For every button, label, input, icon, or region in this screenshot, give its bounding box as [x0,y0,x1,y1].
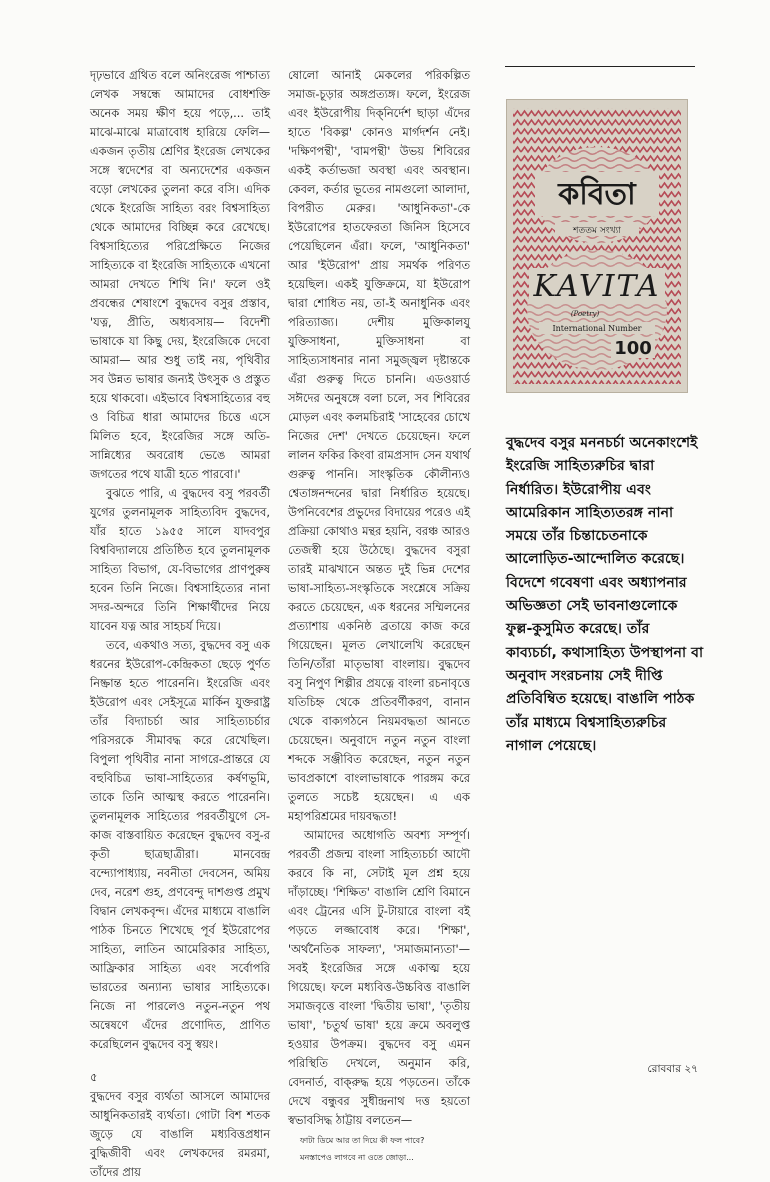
kavita-cover-image [506,99,688,393]
paragraph: বুদ্ধদেব বসুর ব্যর্থতা আসলে আমাদের আধুনিকতারই ব্যর্থতা। গোটা বিশ শতক জুড়ে যে বাঙালি মধ্যবিত্তপ্রধান বুদ্ধিজীবী এবং লেখকদের রমরমা, তাঁদের প্রায় [90,1089,270,1179]
cover-latin-title: KAVITA [533,269,661,304]
section-number: ৫ [90,1070,98,1084]
article-column-left [90,66,270,1182]
paragraph: আমাদের অধোগতি অবশ্য সম্পূর্ণ। পরবর্তী প্রজন্ম বাংলা সাহিত্যচর্চা আদৌ করবে কি না, সেটাই মূল প্রশ্ন হয়ে দাঁড়াচ্ছে। 'শিক্ষিত' বাঙালি শ্রেণি বিমানে এবং ট্রেনের এসি টু-টায়ারে বাংলা বই পড়তে লজ্জাবোধ করে। 'শিক্ষা', 'অর্থনৈতিক সাফল্য', 'সমাজমান্যতা'— সবই ইংরেজির সঙ্গে একাত্ম হয়ে গিয়েছে। ফলে মধ্যবিত্ত-উচ্চবিত্ত বাঙালি সমাজবৃত্তে বাংলা 'দ্বিতীয় ভাষা', 'তৃতীয় ভাষা', 'চতুর্থ ভাষা' হয়ে ক্রমে অবলুপ্ত হওয়ার উপক্রম। বুদ্ধদেব বসু এমন পরিস্থিতি দেখলে, অনুমান করি, বেদনার্ত, বাক্‌রুদ্ধ হয়ে পড়তেন। তাঁকে দেখে বন্ধুবর সুধীন্দ্রনাথ দত্ত হয়তো স্বভাবসিদ্ধ ঠাট্টায় বলতেন— [288,828,470,1127]
cover-art [507,100,687,392]
article-column-middle [288,66,470,1166]
paragraph: দৃঢ়ভাবে গ্রথিত বলে অনিংরেজ পাশ্চাত্য লেখক সম্বন্ধে আমাদের বোধশক্তি অনেক সময় ক্ষীণ হয়ে পড়ে,... তাই মাঝে-মাঝে মাত্রাবোধ হারিয়ে ফেলি— একজন তৃতীয় শ্রেণির ইংরেজ লেখকের সঙ্গে স্বদেশের বা অন্যদেশের একজন বড়ো লেখকের তুলনা করে বসি। এদিক থেকে ইংরেজি সাহিত্য বরং বিশ্বসাহিত্য থেকে আমাদের বিচ্ছিন্ন করে রেখেছে। বিশ্বসাহিত্যের পরিপ্রেক্ষিতে নিজের সাহিত্যকে বা ইংরেজি সাহিত্যকে এখনো আমরা দেখতে শিখি নি।' ফলে ওই প্রবন্ধের শেষাংশে বুদ্ধদেব বসুর প্রস্তাব, 'যত্ন, প্রীতি, অধ্যবসায়— বিদেশী ভাষাকে যা কিছু দেয়, ইংরেজিকে দেবো আমরা— আর শুধু তাই নয়, পৃথিবীর সব উন্নত ভাষার জন্যই উৎসুক ও প্রস্তুত হয়ে থাকবো। এইভাবে বিশ্বসাহিত্যের বহু ও বিচিত্র ধারা আমাদের চিত্তে এসে মিলিত হবে, ইংরেজির সঙ্গে অতি-সান্নিধ্যের অবরোধ ভেঙে আমরা জগতের পথে যাত্রী হতে পারবো।' [90,68,270,481]
verse-line: মনস্তাপেও লাগবে না ওতে জোড়া... [300,1153,414,1162]
page-folio: রোববার ২৭ [647,1063,698,1075]
cover-number: 100 [614,338,652,359]
verse-line: ফাটা ডিমে আর তা দিয়ে কী ফল পাবে? [300,1136,425,1145]
cover-title: কবিতা [558,177,636,212]
cover-latin-subtitle: (Poetry) [570,310,600,318]
pull-quote-text: বুদ্ধদেব বসুর মননচর্চা অনেকাংশেই ইংরেজি সাহিত্যরুচির দ্বারা নির্ধারিত। ইউরোপীয় এবং আমেরিকান সাহিত্যতরঙ্গ নানা সময়ে তাঁর চিন্তাচেতনাকে আলোড়িত-আন্দোলিত করেছে। বিদেশে গবেষণা এবং অধ্যাপনার অভিজ্ঞতা সেই ভাবনাগুলোকে ফুল্ল-কুসুমিত করেছে। তাঁর কাব্যচর্চা, কথাসাহিত্য উপস্থাপনা বা অনুবাদ সংরচনায় সেই দীপ্তি প্রতিবিম্বিত হয়েছে। বাঙালি পাঠক তাঁর মাধ্যমে বিশ্বসাহিত্যরুচির নাগাল পেয়েছে। [506,435,704,754]
paragraph: ষোলো আনাই মেকলের পরিকল্পিত সমাজ-চূড়ার অঙ্গপ্রত্যঙ্গ। ফলে, ইংরেজ এবং ইউরোপীয় দিক্‌নির্দেশ ছাড়া এঁদের হাতে 'বিকল্প' কোনও মার্গদর্শন নেই। 'দক্ষিণপন্থী', 'বামপন্থী' উভয় শিবিরের একই কর্তাভজা অবস্থা এবং অবস্থান। কেবল, কর্তার ভূতের নামগুলো আলাদা, বিপরীত মেরুর। 'আধুনিকতা'-কে ইউরোপের হাতফেরতা জিনিস হিসেবে পেয়েছিলেন এঁরা। ফলে, 'আধুনিকতা' আর 'ইউরোপ' প্রায় সমর্থক পরিণত হয়েছিল। একই যুক্তিক্রমে, যা ইউরোপ দ্বারা শোধিত নয়, তা-ই অনাধুনিক এবং পরিত্যাজ্য। দেশীয় মুক্তিকালযু যুক্তিসাধনা, মুক্তিসাধনা বা সাহিত্যসাধনার নানা সমুজ্জ্বল দৃষ্টান্তকে এঁরা গুরুত্ব দিতে চাননি। এডওয়ার্ড সঈদের অনুষঙ্গে বলা চলে, সব শিবিরের মোড়ল এবং কলমচিরাই 'সাহেবের চোখে নিজের দেশ' দেখতে চেয়েছেন। ফলে লালন ফকির কিংবা রামপ্রসাদ সেন যথার্থ গুরুত্ব পাননি। সাংস্কৃতিক কৌলীন্যও শ্বেতাঙ্গনন্দনের দ্বারা নির্ধারিত হয়েছে। উপনিবেশের প্রভুদের বিদায়ের পরেও এই প্রক্রিয়া কোথাও মন্থর হয়নি, বরঞ্চ আরও তেজস্বী হয়ে উঠেছে। বুদ্ধদেব বসুরা তারই মাঝখানে অন্তত দুই ভিন্ন দেশের ভাষা-সাহিত্য-সংস্কৃতিকে সংশ্লেষে সক্রিয় করতে চেয়েছেন, এক ধরনের সম্মিলনের প্রত্যাশায় একনিষ্ঠ ব্রতায়ে কাজ করে গিয়েছেন। মূলত লেখালেখি করেছেন তিনি/তাঁরা মাতৃভাষা বাংলায়। বুদ্ধদেব বসু নিপুণ শিল্পীর প্রযত্নে বাংলা রচনাবৃত্তে যতিচিহ্ন থেকে প্রতিবর্ণীকরণ, বানান থেকে বাক্যগঠনে নিয়মবদ্ধতা আনতে চেয়েছেন। অনুবাদে নতুন নতুন বাংলা শব্দকে সঞ্জীবিত করেছেন, নতুন নতুন ভাবপ্রকাশে বাংলাভাষাকে পারঙ্গম করে তুলতে সচেষ্ট হয়েছেন। এ এক মহাপরিশ্রমের দায়বদ্ধতা! [288,68,470,823]
paragraph: বুঝতে পারি, এ বুদ্ধদেব বসু পরবর্তী যুগের তুলনামূলক সাহিত্যবিদ বুদ্ধদেব, যাঁর হাতে ১৯৫৫ সালে যাদবপুর বিশ্ববিদ্যালয়ে প্রতিষ্ঠিত হবে তুলনামূলক সাহিত্য বিভাগ, যে-বিভাগের প্রাণপুরুষ হবেন তিনি নিজে। বিশ্বসাহিত্যের নানা সদর-অন্দরে তিনি শিক্ষার্থীদের নিয়ে যাবেন যত্ন আর সাহচর্য দিয়ে। [90,486,270,633]
cover-edition: International Number [552,324,642,333]
cover-subtitle: শততম সংখ্যা [573,226,621,236]
paragraph: তবে, একথাও সত্য, বুদ্ধদেব বসু এক ধরনের ইউরোপ-কেন্দ্রিকতা ছেড়ে পুর্ণত নিষ্ক্রান্ত হতে পারেননি। ইংরেজি এবং ইউরোপ এবং সেইসূত্রে মার্কিন যুক্তরাষ্ট্র তাঁর বিদ্যাচর্চা আর সাহিত্যচর্চার পরিসরকে সীমাবদ্ধ করে রেখেছিল। বিপুলা পৃথিবীর নানা সাগরে-প্রান্তরে যে বহুবিচিত্র ভাষা-সাহিত্যের কর্ষণভূমি, তাকে তিনি আত্মস্থ করতে পারেননি। তুলনামূলক সাহিত্যের পরবর্তীযুগে সে-কাজ বাস্তবায়িত করেছেন বুদ্ধদেব বসু-র কৃতী ছাত্রছাত্রীরা। মানবেন্দ্র বন্দ্যোপাধ্যায়, নবনীতা দেবসেন, অমিয় দেব, নরেশ গুহ, প্রণবেন্দু দাশগুপ্ত প্রমুখ বিদ্বান লেখকবৃন্দ। এঁদের মাধ্যমে বাঙালি পাঠক চিনতে শিখেছে পূর্ব ইউরোপের সাহিত্য, লাতিন আমেরিকার সাহিত্য, আফ্রিকার সাহিত্য এবং সর্বোপরি ভারতের অন্যান্য ভাষার সাহিত্যকে। নিজে না পারলেও নতুন-নতুন পথ অন্বেষণে এঁদের প্রণোদিত, প্রাণিত করেছিলেন বুদ্ধদেব বসু স্বয়ং। [90,638,270,1051]
sidebar-pull-quote [506,432,704,758]
top-rule [505,66,695,67]
quoted-verse [288,1132,470,1166]
